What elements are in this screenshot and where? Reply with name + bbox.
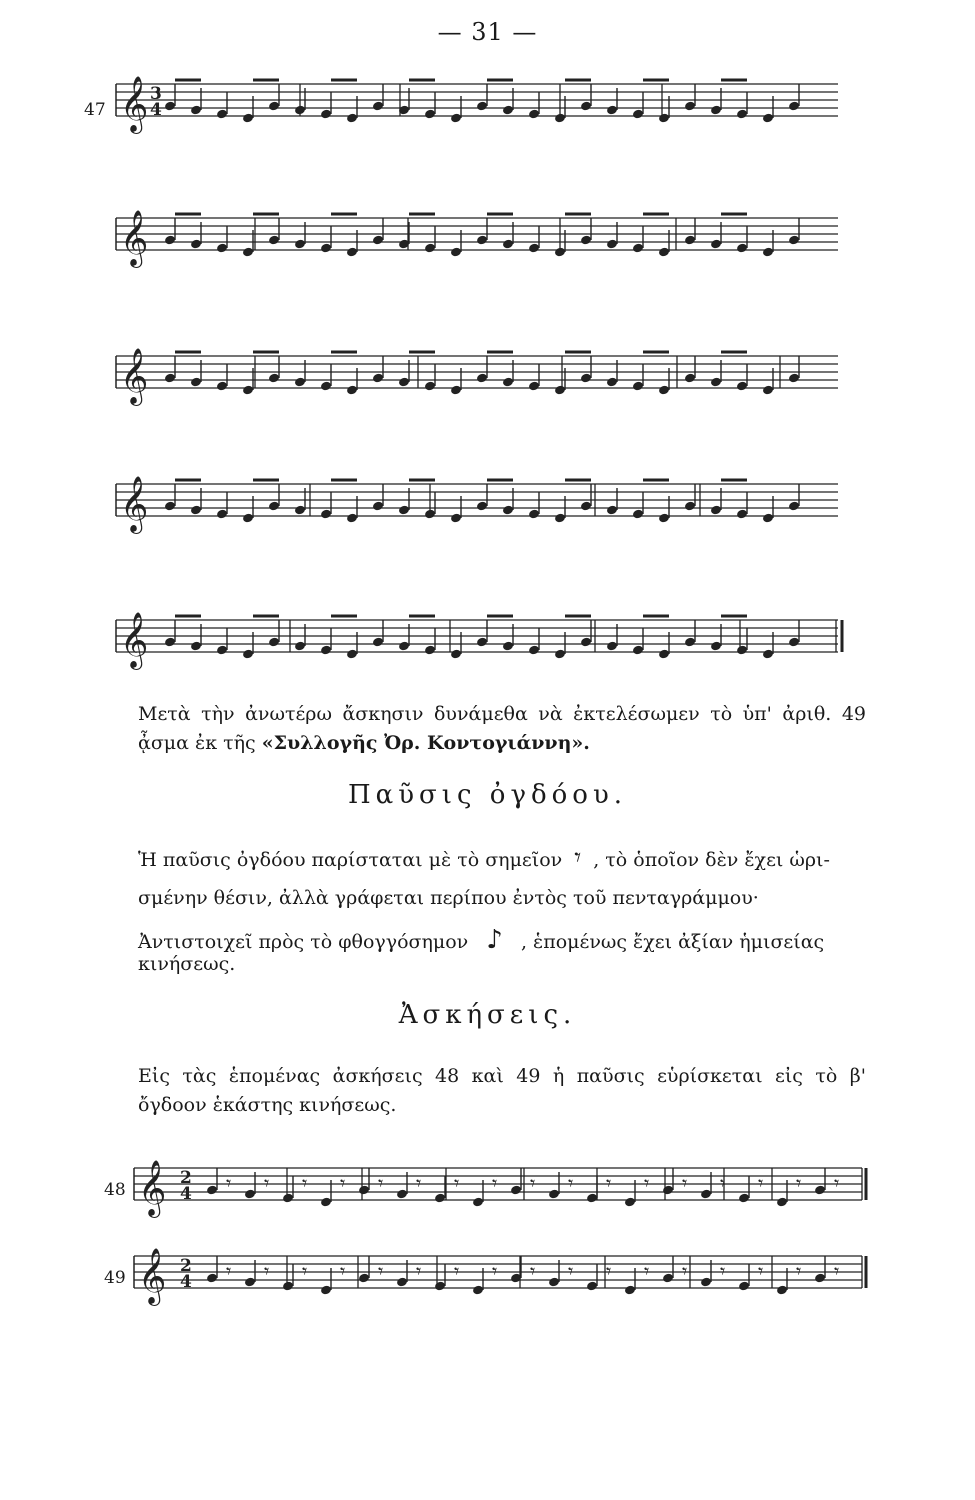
staff-49-eighth-rest-icon: 𝄾 [226, 1259, 232, 1283]
staff-49-eighth-rest-icon: 𝄾 [682, 1259, 688, 1283]
staff-49-note [358, 1273, 370, 1284]
staff-47-system-5-note [710, 641, 722, 652]
staff-47-system-2-note [476, 235, 488, 246]
intro-paragraph [138, 700, 866, 759]
staff-48-note [510, 1185, 522, 1196]
staff-48-eighth-rest-icon: 𝄾 [492, 1171, 498, 1195]
staff-47-system-3-note [580, 373, 592, 384]
staff-47-system-5-note [242, 649, 254, 660]
staff-47-system-1-note [762, 113, 774, 124]
staff-47-system-2-note [554, 247, 566, 258]
staff-47-system-5-note [372, 637, 384, 648]
staff-49-note [738, 1281, 750, 1292]
staff-47-system-4-note [450, 513, 462, 524]
staff-47-system-5-note [164, 637, 176, 648]
staff-47-system-2-note [242, 247, 254, 258]
staff-47-system-1-note [450, 113, 462, 124]
time-signature-47-bottom: 4 [150, 100, 162, 120]
staff-47-system-5-note [268, 637, 280, 648]
staff-47-system-5-note [502, 641, 514, 652]
staff-48-eighth-rest-icon: 𝄾 [720, 1171, 726, 1195]
staff-48-note [206, 1185, 218, 1196]
treble-clef-icon: 𝄞 [138, 1248, 167, 1304]
staff-47-system-4-note [502, 505, 514, 516]
staff-47-system-3-note [788, 373, 800, 384]
staff-49-note [282, 1281, 294, 1292]
exercises-line-1: Εἰς τὰς ἑπομένας ἀσκήσεις 48 καὶ 49 ἡ παῦσις εὑρίσκεται εἰς τὸ β' [138, 1065, 866, 1087]
staff-47-system-5-note [346, 649, 358, 660]
staff-48-eighth-rest-icon: 𝄾 [568, 1171, 574, 1195]
staff-48-eighth-rest-icon: 𝄾 [682, 1171, 688, 1195]
staff-47-system-5-note [216, 645, 228, 656]
staff-47-system-4-note [554, 513, 566, 524]
staff-47-system-2-note [788, 235, 800, 246]
staff-47-system-4-note [346, 513, 358, 524]
staff-47-system-3-note [320, 381, 332, 392]
exercises-paragraph [138, 1062, 866, 1121]
treble-clef-icon: 𝄞 [120, 612, 149, 668]
staff-49-note [624, 1285, 636, 1296]
staff-47-system-3-note [736, 381, 748, 392]
staff-49-note [662, 1273, 674, 1284]
staff-47-system-1-note [502, 105, 514, 116]
staff-49-eighth-rest-icon: 𝄾 [644, 1259, 650, 1283]
staff-47-system-4-note [710, 505, 722, 516]
staff-48-eighth-rest-icon: 𝄾 [834, 1171, 840, 1195]
staff-47-system-4-note [242, 513, 254, 524]
staff-47-system-1-note [528, 109, 540, 120]
staff-48-note [244, 1189, 256, 1200]
staff-48-note [320, 1197, 332, 1208]
staff-47-system-3-note [476, 373, 488, 384]
staff-47-system-4-note [528, 509, 540, 520]
staff-47-system-5-note [424, 645, 436, 656]
intro-line-1: Μετὰ τὴν ἀνωτέρω ἄσκησιν δυνάμεθα νὰ ἐκτελέσωμεν τὸ ὑπ' ἀριθ. 49 [138, 703, 866, 725]
staff-47-system-4-note [190, 505, 202, 516]
staff-48-eighth-rest-icon: 𝄾 [758, 1171, 764, 1195]
staff-47-system-4-note [372, 501, 384, 512]
staff-48-eighth-rest-icon: 𝄾 [796, 1171, 802, 1195]
staff-49-note [244, 1277, 256, 1288]
staff-48-eighth-rest-icon: 𝄾 [606, 1171, 612, 1195]
staff-47-system-3-note [684, 373, 696, 384]
staff-49-note [548, 1277, 560, 1288]
staff-47-system-1-note [372, 101, 384, 112]
staff-49-time-signature-bottom: 4 [180, 1272, 192, 1292]
staff-47-system-2-note [346, 247, 358, 258]
staff-47-system-4-note [424, 509, 436, 520]
staff-47-system-1-note [294, 105, 306, 116]
heading-eighth-rest: Παῦσις ὀγδόου. [347, 780, 628, 810]
staff-47-system-3-note [190, 377, 202, 388]
staff-47-system-3-note [164, 373, 176, 384]
staff-47-system-1-note [476, 101, 488, 112]
rest-p3-end: , ἑπομένως ἔχει ἀξίαν ἡμισείας [520, 931, 825, 953]
staff-47-system-3-note [242, 385, 254, 396]
staff-47-system-5-note [320, 645, 332, 656]
staff-49-eighth-rest-icon: 𝄾 [264, 1259, 270, 1283]
staff-49-eighth-rest-icon: 𝄾 [606, 1259, 612, 1283]
staff-49-eighth-rest-icon: 𝄾 [568, 1259, 574, 1283]
staff-47-system-3-note [554, 385, 566, 396]
staff-47-system-4-note [268, 501, 280, 512]
staff-47-system-1-note [320, 109, 332, 120]
staff-47-system-3-note [268, 373, 280, 384]
staff-47-system-4-note [216, 509, 228, 520]
staff-47-system-2-note [580, 235, 592, 246]
eighth-note-symbol-icon: ♪ [486, 925, 503, 955]
staff-48-note [548, 1189, 560, 1200]
staff-48-eighth-rest-icon: 𝄾 [644, 1171, 650, 1195]
staff-47-system-3-note [294, 377, 306, 388]
staff-48-note [700, 1189, 712, 1200]
staff-47-system-5-note [762, 649, 774, 660]
staff-47-system-2-note [736, 243, 748, 254]
staff-47-system-3-note [632, 381, 644, 392]
staff-47-system-2-note [294, 239, 306, 250]
staff-47-system-3-note [606, 377, 618, 388]
staff-48-note [814, 1185, 826, 1196]
rest-paragraph-4: κινήσεως. [138, 953, 236, 975]
staff-49-note [586, 1281, 598, 1292]
collection-title: «Συλλογῆς Ὀρ. Κοντογιάννη». [261, 732, 590, 755]
treble-clef-icon: 𝄞 [138, 1160, 167, 1216]
staff-47-system-4-note [632, 509, 644, 520]
staff-47-system-5-note [398, 641, 410, 652]
staff-47-system-4-note [788, 501, 800, 512]
staff-47-system-1-note [242, 113, 254, 124]
staff-49-note [206, 1273, 218, 1284]
staff-47-system-4-note [398, 505, 410, 516]
staff-47-system-4-note [684, 501, 696, 512]
staff-47-system-1-note [216, 109, 228, 120]
staff-47-system-4-note [606, 505, 618, 516]
staff-48-note [472, 1197, 484, 1208]
staff-48-eighth-rest-icon: 𝄾 [226, 1171, 232, 1195]
staff-47-system-1-note [710, 105, 722, 116]
staff-48-eighth-rest-icon: 𝄾 [454, 1171, 460, 1195]
staff-49-note [320, 1285, 332, 1296]
staff-49-time-signature-top: 2 [180, 1256, 192, 1276]
staff-48-eighth-rest-icon: 𝄾 [530, 1171, 536, 1195]
staff-47-system-5-note [554, 649, 566, 660]
staff-47-system-2-note [372, 235, 384, 246]
exercise-47-number: 47 [84, 100, 106, 120]
staff-47-system-3-note [528, 381, 540, 392]
staff-47-system-1-note [788, 101, 800, 112]
rest-paragraph-2: σμένην θέσιν, ἀλλὰ γράφεται περίπου ἐντὸς τοῦ πενταγράμμου· [138, 887, 759, 909]
staff-49-eighth-rest-icon: 𝄾 [834, 1259, 840, 1283]
staff-48-eighth-rest-icon: 𝄾 [378, 1171, 384, 1195]
staff-47-system-5-note [632, 645, 644, 656]
staff-47-system-2-note [684, 235, 696, 246]
staff-47-system-3-note [372, 373, 384, 384]
staff-48-note [358, 1185, 370, 1196]
staff-47-system-3-note [424, 381, 436, 392]
staff-47-system-2-note [450, 247, 462, 258]
staff-47-system-3-note [658, 385, 670, 396]
treble-clef-icon: 𝄞 [120, 476, 149, 532]
staff-48-eighth-rest-icon: 𝄾 [302, 1171, 308, 1195]
exercises-line-2: ὄγδοον ἑκάστης κινήσεως. [138, 1094, 397, 1117]
staff-48-note [396, 1189, 408, 1200]
staff-48-note [434, 1193, 446, 1204]
staff-47-system-5-note [684, 637, 696, 648]
staff-49-eighth-rest-icon: 𝄾 [530, 1259, 536, 1283]
staff-47-system-5-note [528, 645, 540, 656]
staff-47-system-3-note [450, 385, 462, 396]
exercise-48-number: 48 [104, 1180, 126, 1200]
staff-47-system-5-note [736, 645, 748, 656]
staff-49-eighth-rest-icon: 𝄾 [492, 1259, 498, 1283]
staff-47-system-3-note [762, 385, 774, 396]
staff-47-system-1-note [606, 105, 618, 116]
staff-48-eighth-rest-icon: 𝄾 [264, 1171, 270, 1195]
staff-47-system-5-note [580, 637, 592, 648]
rest-p1-end: , τὸ ὁποῖον δὲν ἔχει ὡρι- [593, 849, 830, 871]
treble-clef-icon: 𝄞 [120, 348, 149, 404]
staff-47-system-4-note [580, 501, 592, 512]
intro-line-2 [138, 729, 866, 758]
heading-exercises: Ἀσκήσεις. [398, 1000, 577, 1030]
rest-p1-start: Ἡ παῦσις ὀγδόου παρίσταται μὲ τὸ σημεῖον [138, 849, 563, 871]
staff-47-system-1-note [658, 113, 670, 124]
staff-47-system-1-note [684, 101, 696, 112]
staff-48-eighth-rest-icon: 𝄾 [416, 1171, 422, 1195]
staff-49-note [776, 1285, 788, 1296]
staff-47-system-2-note [216, 243, 228, 254]
staff-47-system-4-note [294, 505, 306, 516]
staff-49-eighth-rest-icon: 𝄾 [340, 1259, 346, 1283]
staff-47-system-2-note [710, 239, 722, 250]
staff-47-system-3-note [710, 377, 722, 388]
staff-47-system-1-note [736, 109, 748, 120]
staff-47-system-1-note [632, 109, 644, 120]
page-number: — 31 — [437, 18, 538, 46]
staff-47-system-1-note [346, 113, 358, 124]
staff-47-system-2-note [658, 247, 670, 258]
staff-48-note [282, 1193, 294, 1204]
staff-47-system-2-note [502, 239, 514, 250]
staff-47-system-2-note [424, 243, 436, 254]
staff-49-eighth-rest-icon: 𝄾 [378, 1259, 384, 1283]
staff-47-system-3-note [346, 385, 358, 396]
staff-48-note [776, 1197, 788, 1208]
staff-47-system-5-note [606, 641, 618, 652]
staff-47-system-1-note [190, 105, 202, 116]
staff-47-system-1-note [424, 109, 436, 120]
staff-49-note [472, 1285, 484, 1296]
staff-47-system-4-note [658, 513, 670, 524]
staff-47-system-3-note [502, 377, 514, 388]
staff-49-note [700, 1277, 712, 1288]
staff-47-system-1-note [554, 113, 566, 124]
staff-48-time-signature-top: 2 [180, 1168, 192, 1188]
staff-48-note [662, 1185, 674, 1196]
eighth-rest-symbol-icon: 𝄾 [574, 843, 582, 873]
treble-clef-icon: 𝄞 [120, 76, 149, 132]
staff-47-system-2-note [632, 243, 644, 254]
staff-47-system-4-note [320, 509, 332, 520]
staff-48-time-signature-bottom: 4 [180, 1184, 192, 1204]
staff-49-note [814, 1273, 826, 1284]
staff-48-eighth-rest-icon: 𝄾 [340, 1171, 346, 1195]
staff-47-system-5-note [788, 637, 800, 648]
staff-47-system-2-note [320, 243, 332, 254]
rest-paragraph-1 [138, 838, 866, 878]
staff-49-eighth-rest-icon: 𝄾 [758, 1259, 764, 1283]
staff-47-system-2-note [528, 243, 540, 254]
staff-49-eighth-rest-icon: 𝄾 [302, 1259, 308, 1283]
intro-line-2-prefix: ᾆσμα ἐκ τῆς [138, 732, 262, 755]
staff-47-system-4-note [164, 501, 176, 512]
staff-47-system-1-note [268, 101, 280, 112]
staff-47-system-2-note [190, 239, 202, 250]
staff-47-system-4-note [476, 501, 488, 512]
staff-47-system-5-note [476, 637, 488, 648]
staff-47-system-4-note [762, 513, 774, 524]
exercise-49-number: 49 [104, 1268, 126, 1288]
staff-47-system-2-note [164, 235, 176, 246]
treble-clef-icon: 𝄞 [120, 210, 149, 266]
staff-49-note [434, 1281, 446, 1292]
staff-47-system-5-note [450, 649, 462, 660]
rest-p3-start: Ἀντιστοιχεῖ πρὸς τὸ φθογγόσημον [138, 931, 469, 953]
staff-47-system-1-note [580, 101, 592, 112]
staff-49-note [396, 1277, 408, 1288]
time-signature-47-top: 3 [150, 84, 162, 104]
staff-47-system-2-note [762, 247, 774, 258]
staff-48-note [738, 1193, 750, 1204]
staff-48-note [624, 1197, 636, 1208]
staff-48-note [586, 1193, 598, 1204]
staff-49-eighth-rest-icon: 𝄾 [454, 1259, 460, 1283]
staff-49-eighth-rest-icon: 𝄾 [720, 1259, 726, 1283]
staff-49-eighth-rest-icon: 𝄾 [796, 1259, 802, 1283]
staff-47-system-3-note [216, 381, 228, 392]
staff-47-system-2-note [606, 239, 618, 250]
staff-47-system-5-note [190, 641, 202, 652]
staff-47-system-5-note [294, 641, 306, 652]
staff-47-system-5-note [658, 649, 670, 660]
staff-47-system-3-note [398, 377, 410, 388]
staff-47-system-2-note [268, 235, 280, 246]
staff-47-system-4-note [736, 509, 748, 520]
staff-47-system-1-note [164, 101, 176, 112]
staff-49-eighth-rest-icon: 𝄾 [416, 1259, 422, 1283]
